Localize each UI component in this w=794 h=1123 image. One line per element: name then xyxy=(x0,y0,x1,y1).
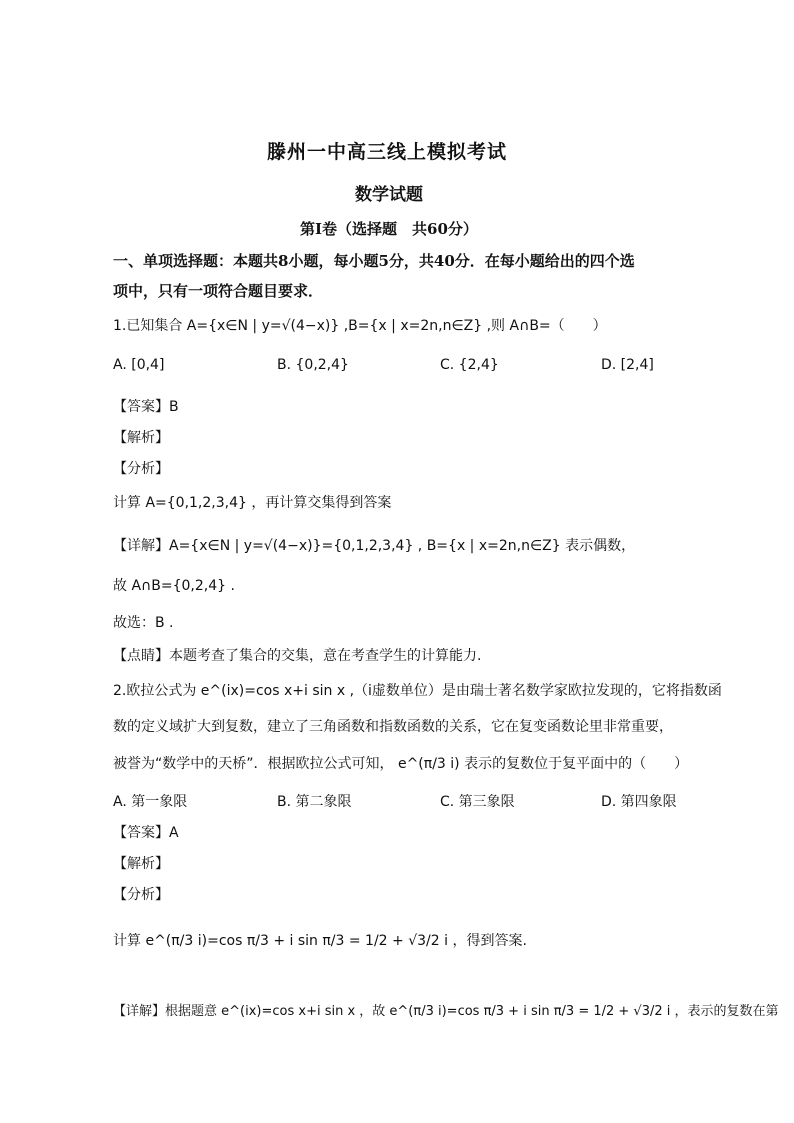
q1-option-b: B. {0,2,4} xyxy=(277,357,349,373)
q2-option-a: A. 第一象限 xyxy=(113,794,188,810)
q1-option-a: A. [0,4] xyxy=(113,357,165,373)
q1-stem: 1.已知集合 A={x∈N | y=√(4−x)} ,B={x | x=2n,n∈Z} ,则 A∩B=（ ） xyxy=(113,318,607,334)
q2-analysis-label: 【解析】 xyxy=(113,856,169,872)
q2-option-d: D. 第四象限 xyxy=(601,794,677,810)
q2-detail: 【详解】根据题意 e^(ix)=cos x+i sin x ，故 e^(π/3 i)=cos π/3 + i sin π/3 = 1/2 + √3/2 i ，表示的复数在第 xyxy=(113,1004,779,1019)
exam-subtitle: 数学试题 xyxy=(355,185,423,205)
q1-detail-line1: 【详解】A={x∈N | y=√(4−x)}={0,1,2,3,4} , B={x | x=2n,n∈Z} 表示偶数， xyxy=(113,538,636,554)
section-heading-line1: 一、单项选择题：本题共8小题，每小题5分，共40分．在每小题给出的四个选 xyxy=(113,252,635,270)
q1-fenxi-label: 【分析】 xyxy=(113,461,169,477)
q1-analysis-label: 【解析】 xyxy=(113,430,169,446)
q1-detail-line2: 故 A∩B={0,2,4} . xyxy=(113,578,235,594)
q2-line2: 数的定义域扩大到复数，建立了三角函数和指数函数的关系，它在复变函数论里非常重要， xyxy=(113,719,673,735)
q2-answer: 【答案】A xyxy=(113,825,179,841)
q1-option-d: D. [2,4] xyxy=(601,357,654,373)
exam-title: 滕州一中高三线上模拟考试 xyxy=(267,141,508,163)
q2-option-c: C. 第三象限 xyxy=(440,794,515,810)
q1-choose: 故选：B . xyxy=(113,615,174,631)
q2-option-b: B. 第二象限 xyxy=(277,794,352,810)
q2-fenxi-text: 计算 e^(π/3 i)=cos π/3 + i sin π/3 = 1/2 + √3/2 i ，得到答案. xyxy=(113,933,527,949)
q1-comment: 【点睛】本题考查了集合的交集，意在考查学生的计算能力. xyxy=(113,648,482,664)
q1-fenxi-text: 计算 A={0,1,2,3,4} ，再计算交集得到答案 xyxy=(113,495,392,511)
part-heading: 第Ⅰ卷（选择题 共60分） xyxy=(300,220,478,238)
q2-line1: 2.欧拉公式为 e^(ix)=cos x+i sin x ,（i虚数单位）是由瑞士著名数学家欧拉发现的，它将指数函 xyxy=(113,683,722,699)
q1-answer: 【答案】B xyxy=(113,399,179,415)
q2-line3: 被誉为“数学中的天桥”．根据欧拉公式可知， e^(π/3 i) 表示的复数位于复平面中的（ ） xyxy=(113,756,689,772)
q2-fenxi-label: 【分析】 xyxy=(113,887,169,903)
section-heading-line2: 项中，只有一项符合题目要求． xyxy=(113,282,324,300)
q1-option-c: C. {2,4} xyxy=(440,357,499,373)
